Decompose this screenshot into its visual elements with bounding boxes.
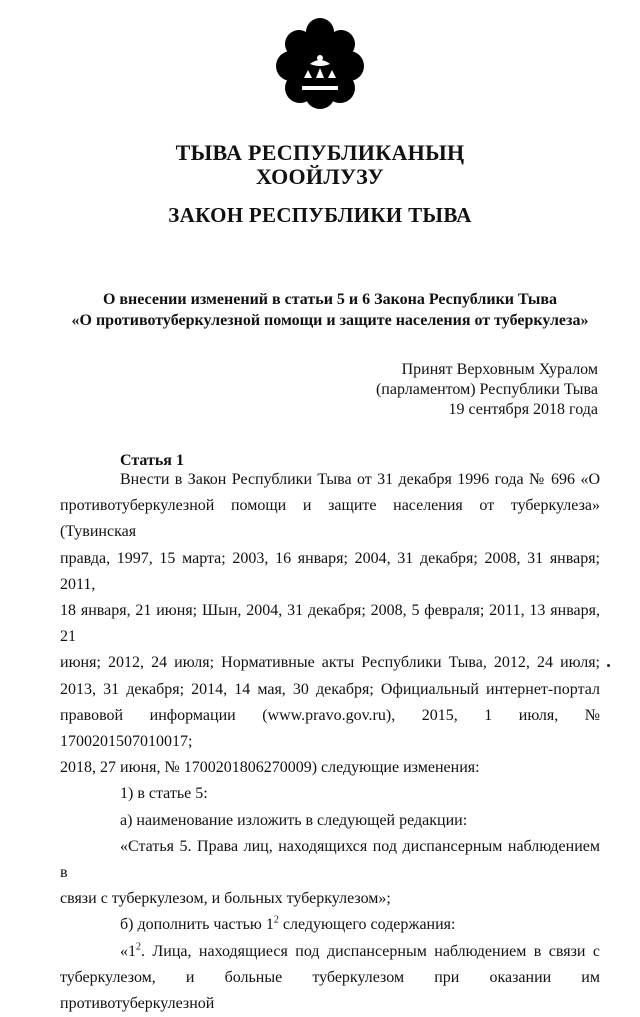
part-line-2: туберкулезом, и больные туберкулезом при оказании им противотуберкулезной xyxy=(60,968,600,1013)
item-1: 1) в статье 5: xyxy=(120,785,208,803)
part-line-1-text: . Лица, находящиеся под диспансерным наблюдением в связи с xyxy=(141,942,600,960)
scan-speck xyxy=(607,664,610,667)
item-a: а) наименование изложить в следующей редакции: xyxy=(120,811,468,829)
part-open: «1 xyxy=(120,942,136,960)
article-title: Статья 1 xyxy=(120,452,184,469)
subject-line-1: О внесении изменений в статьи 5 и 6 Закона Республики Тыва xyxy=(102,291,558,308)
intro-line: правовой информации (www.pravo.gov.ru), 2015, 1 июля, № 1700201507010017; xyxy=(60,706,600,751)
part-superscript: 2 xyxy=(136,941,141,953)
intro-line: Внести в Закон Республики Тыва от 31 декабря 1996 года № 696 «О xyxy=(120,471,600,488)
header-tuvan-line: ТЫВА РЕСПУБЛИКАНЫҢ xyxy=(175,140,465,165)
adoption-line-2: (парламентом) Республики Тыва xyxy=(375,381,598,398)
subject-line-2: «О противотуберкулезной помощи и защите населения от туберкулеза» xyxy=(71,312,589,329)
header-tuvan-law: ХООЙЛУЗУ xyxy=(256,164,384,189)
item-b-text-end: следующего содержания: xyxy=(278,916,456,934)
intro-line: июня; 2012, 24 июля; Нормативные акты Республики Тыва, 2012, 24 июля; xyxy=(60,654,600,672)
item-b-text: б) дополнить частью 1 xyxy=(120,916,274,934)
intro-line: 18 января, 21 июня; Шын, 2004, 31 декабря; 2008, 5 февраля; 2011, 13 января, 21 xyxy=(60,602,600,646)
emblem-icon xyxy=(268,14,372,114)
quote-line: связи с туберкулезом, и больных туберкулезом»; xyxy=(60,890,391,908)
part-line-1 xyxy=(60,939,600,965)
adoption-line-1: Принят Верховным Хуралом xyxy=(401,361,598,378)
intro-line: 2018, 27 июня, № 1700201806270009) следующие изменения: xyxy=(60,759,480,777)
quote-line: «Статья 5. Права лиц, находящихся под диспансерным наблюдением в xyxy=(60,837,600,882)
header-law-title: ЗАКОН РЕСПУБЛИКИ ТЫВА xyxy=(168,203,472,227)
intro-line: правда, 1997, 15 марта; 2003, 16 января; 2004, 31 декабря; 2008, 31 января; 2011, xyxy=(60,549,600,593)
item-b xyxy=(60,912,600,938)
adoption-date: 19 сентября 2018 года xyxy=(448,401,598,418)
article-body xyxy=(60,467,600,1017)
item-b-superscript: 2 xyxy=(273,915,279,927)
intro-line: противотуберкулезной помощи и защите населения от туберкулеза» (Тувинская xyxy=(60,497,600,541)
intro-line: 2013, 31 декабря; 2014, 14 мая, 30 декабря; Официальный интернет-портал xyxy=(60,680,600,698)
